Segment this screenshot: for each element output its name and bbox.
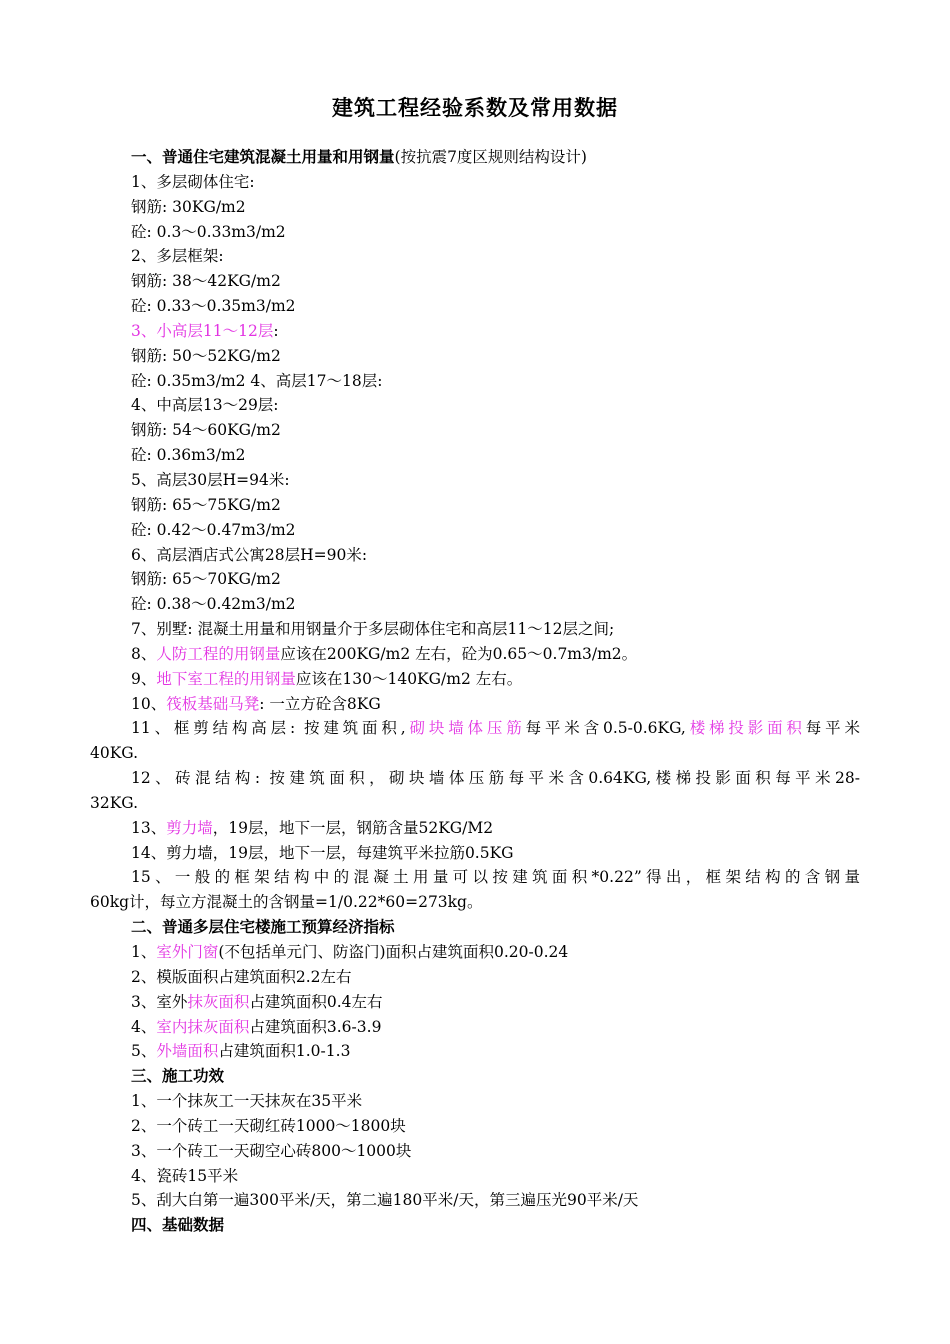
text-line-highlighted: 3、小高层11～12层:	[131, 321, 279, 340]
text-line: 2、模版面积占建筑面积2.2左右	[131, 967, 352, 986]
text-line: 钢筋: 38～42KG/m2	[131, 272, 281, 291]
text-line: 钢筋: 65～75KG/m2	[131, 495, 281, 514]
text-line: 15、一般的框架结构中的混凝土用量可以按建筑面积*0.22”得出，框架结构的含钢量	[131, 868, 860, 887]
text-line: 1、室外门窗(不包括单元门、防盗门)面积占建筑面积0.20-0.24	[131, 943, 569, 961]
text-line: 2、一个砖工一天砌红砖1000～1800块	[131, 1116, 406, 1135]
section-3-heading: 三、施工功效	[131, 1067, 225, 1086]
text-line: 60kg计，每立方混凝土的含钢量=1/0.22*60=273kg。	[90, 893, 483, 912]
text-line: 40KG.	[90, 744, 139, 763]
page-title: 建筑工程经验系数及常用数据	[332, 96, 618, 120]
text-line: 钢筋: 30KG/m2	[131, 197, 246, 216]
text-line: 砼: 0.3～0.33m3/m2	[131, 222, 286, 241]
text-line: 11、框剪结构高层: 按建筑面积,砌块墙体压筋每平米含0.5-0.6KG,楼梯投影面积每平米	[131, 719, 860, 738]
document-body	[0, 145, 950, 1238]
text-line: 12、砖混结构: 按建筑面积，砌块墙体压筋每平米含0.64KG,楼梯投影面积每平米28-	[131, 769, 860, 788]
text-line: 2、多层框架:	[131, 247, 224, 266]
section-2-heading: 二、普通多层住宅楼施工预算经济指标	[131, 918, 395, 937]
text-line: 4、中高层13～29层:	[131, 396, 279, 415]
text-line: 5、外墙面积占建筑面积1.0-1.3	[131, 1042, 351, 1061]
text-line: 5、刮大白第一遍300平米/天，第二遍180平米/天，第三遍压光90平米/天	[131, 1191, 639, 1210]
text-line: 10、筏板基础马凳: 一立方砼含8KG	[131, 694, 381, 713]
text-line: 钢筋: 65～70KG/m2	[131, 570, 281, 589]
text-line: 7、别墅: 混凝土用量和用钢量介于多层砌体住宅和高层11～12层之间;	[131, 620, 615, 639]
text-line: 砼: 0.42～0.47m3/m2	[131, 520, 296, 539]
text-line: 3、一个砖工一天砌空心砖800～1000块	[131, 1141, 412, 1160]
text-line: 砼: 0.36m3/m2	[131, 446, 246, 465]
text-line: 钢筋: 50～52KG/m2	[131, 346, 281, 365]
text-line: 8、人防工程的用钢量应该在200KG/m2 左右，砼为0.65～0.7m3/m2。	[131, 644, 638, 663]
text-line: 6、高层酒店式公寓28层H=90米:	[131, 545, 368, 564]
text-line: 砼: 0.38～0.42m3/m2	[131, 595, 296, 614]
text-line: 1、多层砌体住宅:	[131, 172, 255, 191]
text-line: 9、地下室工程的用钢量应该在130～140KG/m2 左右。	[131, 669, 523, 688]
section-4-heading: 四、基础数据	[131, 1216, 225, 1235]
text-line: 13、剪力墙，19层，地下一层，钢筋含量52KG/M2	[131, 818, 494, 837]
text-line: 4、瓷砖15平米	[131, 1166, 239, 1185]
text-line: 4、室内抹灰面积占建筑面积3.6-3.9	[131, 1017, 382, 1036]
text-line: 钢筋: 54～60KG/m2	[131, 421, 281, 440]
section-1-heading: 一、普通住宅建筑混凝土用量和用钢量(按抗震7度区规则结构设计)	[131, 148, 587, 166]
text-line: 1、一个抹灰工一天抹灰在35平米	[131, 1092, 363, 1111]
text-line: 5、高层30层H=94米:	[131, 470, 290, 489]
text-line: 砼: 0.35m3/m2 4、高层17～18层:	[131, 371, 383, 390]
text-line: 14、剪力墙，19层，地下一层，每建筑平米拉筋0.5KG	[131, 843, 514, 862]
text-line: 3、室外抹灰面积占建筑面积0.4左右	[131, 992, 383, 1011]
text-line: 砼: 0.33～0.35m3/m2	[131, 297, 296, 316]
text-line: 32KG.	[90, 793, 139, 812]
